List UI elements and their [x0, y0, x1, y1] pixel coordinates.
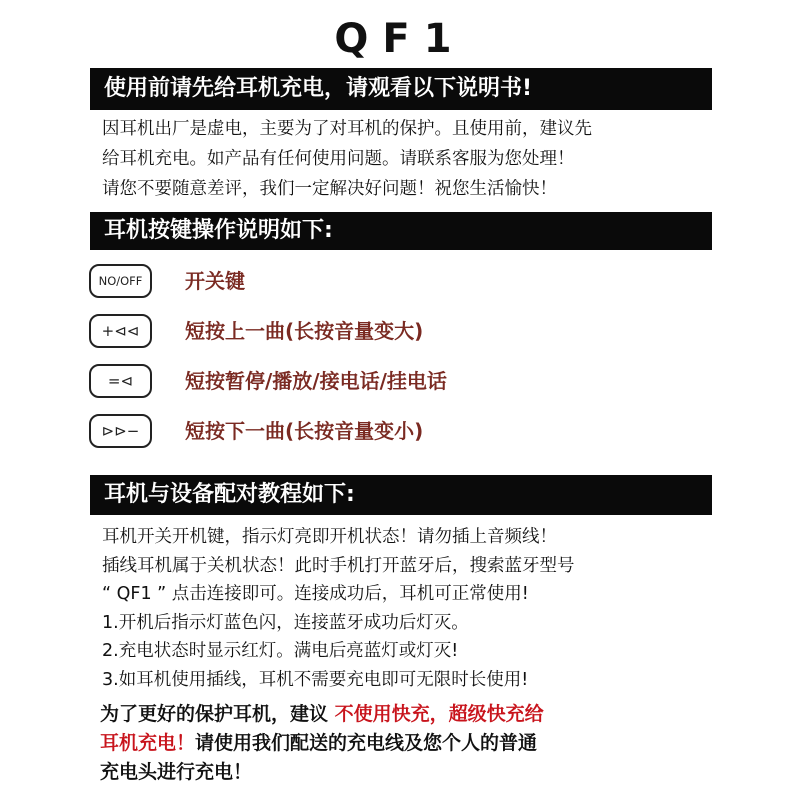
pairing-line: 3.如耳机使用插线，耳机不需要充电即可无限时长使用!: [102, 669, 529, 690]
charging-warning: [100, 700, 720, 787]
intro-paragraph: [102, 114, 714, 204]
key-label-power: 开关键: [185, 269, 245, 293]
pairing-line: 2.充电状态时显示红灯。满电后亮蓝灯或灯灭!: [102, 641, 459, 661]
intro-heading-bar: 使用前请先给耳机充电，请观看以下说明书!: [90, 68, 712, 110]
key-label-previous: 短按上一曲(长按音量变大): [185, 319, 424, 343]
intro-line: 给耳机充电。如产品有任何使用问题。请联系客服为您处理！: [102, 149, 575, 169]
key-row-power: [89, 261, 709, 311]
warning-text: 请使用我们配送的充电线及您个人的普通: [195, 732, 538, 754]
pairing-heading-bar: 耳机与设备配对教程如下:: [90, 475, 712, 515]
warning-highlight: 不使用快充，超级快充给: [334, 703, 544, 725]
key-row-previous: [89, 311, 709, 361]
pairing-line: “ QF1 ” 点击连接即可。连接成功后，耳机可正常使用!: [102, 584, 529, 604]
key-list: [89, 261, 709, 461]
keys-heading-bar: 耳机按键操作说明如下:: [90, 212, 712, 250]
pairing-line: 1.开机后指示灯蓝色闪，连接蓝牙成功后灯灭。: [102, 612, 469, 633]
warning-text: 为了更好的保护耳机，建议: [100, 703, 335, 725]
intro-line: 请您不要随意差评，我们一定解决好问题！祝您生活愉快！: [102, 179, 557, 199]
warning-line-2: [100, 729, 720, 758]
play-pause-button-icon: =⊲: [89, 364, 152, 398]
pairing-line: 插线耳机属于关机状态！此时手机打开蓝牙后，搜索蓝牙型号: [102, 555, 575, 576]
key-row-next: [89, 411, 709, 461]
key-label-play-pause: 短按暂停/播放/接电话/挂电话: [185, 369, 447, 393]
pairing-line: 耳机开关开机键，指示灯亮即开机状态！请勿插上音频线！: [102, 527, 557, 547]
key-label-next: 短按下一曲(长按音量变小): [185, 419, 424, 443]
key-row-play-pause: [89, 361, 709, 411]
warning-line-3: 充电头进行充电！: [100, 761, 253, 783]
warning-highlight: 耳机充电！: [100, 732, 196, 754]
next-track-button-icon: ⊳⊳−: [89, 414, 152, 448]
previous-track-button-icon: +⊲⊲: [89, 314, 152, 348]
pairing-instructions: [102, 523, 714, 694]
page-title: QF1: [334, 16, 466, 62]
intro-line: 因耳机出厂是虚电，主要为了对耳机的保护。且使用前，建议先: [102, 119, 592, 139]
warning-line-1: [100, 700, 720, 729]
power-button-icon: NO/OFF: [89, 264, 152, 298]
